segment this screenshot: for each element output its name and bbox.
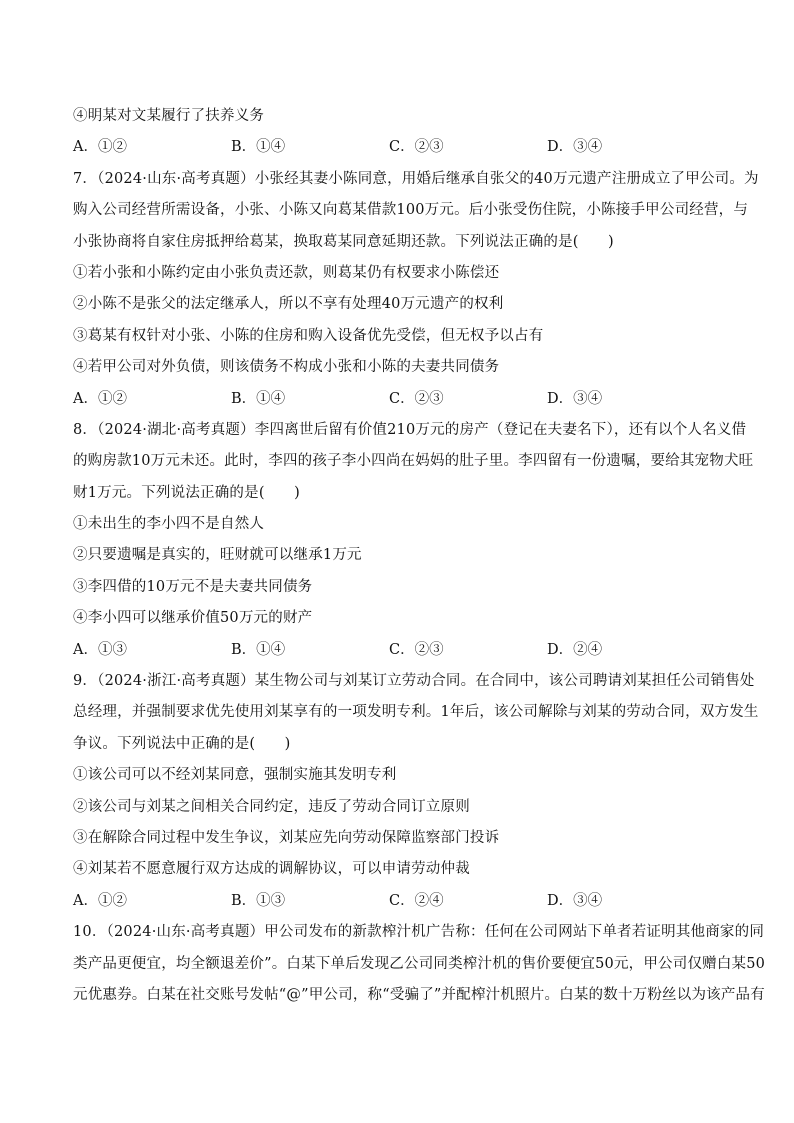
answer-option[interactable]: B．①④ [231, 390, 286, 407]
text-line: 7．（2024·山东·高考真题）小张经其妻小陈同意，用婚后继承自张父的40万元遗产注册成立了甲公司。为 [73, 170, 759, 187]
answer-option[interactable]: D．③④ [547, 892, 603, 909]
answer-option[interactable]: D．③④ [547, 139, 603, 156]
text-line: 的购房款10万元未还。此时，李四的孩子李小四尚在妈妈的肚子里。李四留有一份遗嘱，要给其宠物犬旺 [73, 453, 754, 470]
text-line: 购入公司经营所需设备，小张、小陈又向葛某借款100万元。后小张受伤住院，小陈接手甲公司经营，与 [73, 202, 749, 219]
text-line: ①未出生的李小四不是自然人 [73, 516, 265, 533]
answer-choices [73, 635, 725, 666]
answer-option[interactable]: C．②③ [389, 139, 444, 156]
text-line: ④李小四可以继承价值50万元的财产 [73, 610, 313, 627]
answer-option[interactable]: A．①② [73, 139, 127, 156]
answer-option[interactable]: A．①③ [73, 641, 127, 658]
answer-option[interactable]: C．②④ [389, 892, 444, 909]
text-line: ③李四借的10万元不是夫妻共同债务 [73, 578, 313, 595]
text-line: 小张协商将自家住房抵押给葛某，换取葛某同意延期还款。下列说法正确的是( ) [73, 233, 614, 250]
answer-option[interactable]: D．③④ [547, 390, 603, 407]
text-line: ①若小张和小陈约定由小张负责还款，则葛某仍有权要求小陈偿还 [73, 264, 500, 281]
text-line: 8．（2024·湖北·高考真题）李四离世后留有价值210万元的房产（登记在夫妻名下），还有以个人名义借 [73, 421, 747, 438]
answer-choices [73, 132, 725, 163]
text-line: 类产品更便宜，均全额退差价”。白某下单后发现乙公司同类榨汁机的售价要便宜50元，甲公司仅赠白某50 [73, 955, 766, 972]
answer-option[interactable]: A．①② [73, 390, 127, 407]
answer-option[interactable]: B．①④ [231, 641, 286, 658]
text-line: 争议。下列说法中正确的是( ) [73, 735, 291, 752]
answer-option[interactable]: C．②③ [389, 641, 444, 658]
text-line: 总经理，并强制要求优先使用刘某享有的一项发明专利。1年后，该公司解除与刘某的劳动合同，双方发生 [73, 704, 759, 721]
text-line: ②该公司与刘某之间相关合同约定，违反了劳动合同订立原则 [73, 798, 470, 815]
answer-option[interactable]: B．①③ [231, 892, 286, 909]
answer-option[interactable]: A．①② [73, 892, 127, 909]
answer-option[interactable]: C．②③ [389, 390, 444, 407]
text-line: ②只要遗嘱是真实的，旺财就可以继承1万元 [73, 547, 362, 564]
text-line: ③在解除合同过程中发生争议，刘某应先向劳动保障监察部门投诉 [73, 829, 500, 846]
question-content [73, 101, 766, 1011]
text-line: ④若甲公司对外负债，则该债务不构成小张和小陈的夫妻共同债务 [73, 359, 500, 376]
text-line: ③葛某有权针对小张、小陈的住房和购入设备优先受偿，但无权予以占有 [73, 327, 544, 344]
text-line: 9．（2024·浙江·高考真题）某生物公司与刘某订立劳动合同。在合同中，该公司聘请刘某担任公司销售处 [73, 673, 755, 690]
text-line: 10．（2024·山东·高考真题）甲公司发布的新款榨汁机广告称：任何在公司网站下单者若证明其他商家的同 [73, 924, 765, 941]
answer-option[interactable]: B．①④ [231, 139, 286, 156]
text-line: ④刘某若不愿意履行双方达成的调解协议，可以申请劳动仲裁 [73, 861, 470, 878]
text-line: ④明某对文某履行了扶养义务 [73, 108, 265, 124]
text-line: 财1万元。下列说法正确的是( ) [73, 484, 300, 501]
text-line: 元优惠券。白某在社交账号发帖“@”甲公司，称“受骗了”并配榨汁机照片。白某的数十万粉丝以为该产品有 [73, 986, 765, 1003]
text-line: ②小陈不是张父的法定继承人，所以不享有处理40万元遗产的权利 [73, 296, 504, 313]
text-line: ①该公司可以不经刘某同意，强制实施其发明专利 [73, 767, 397, 784]
answer-option[interactable]: D．②④ [547, 641, 603, 658]
answer-choices [73, 384, 725, 415]
answer-choices [73, 886, 725, 917]
